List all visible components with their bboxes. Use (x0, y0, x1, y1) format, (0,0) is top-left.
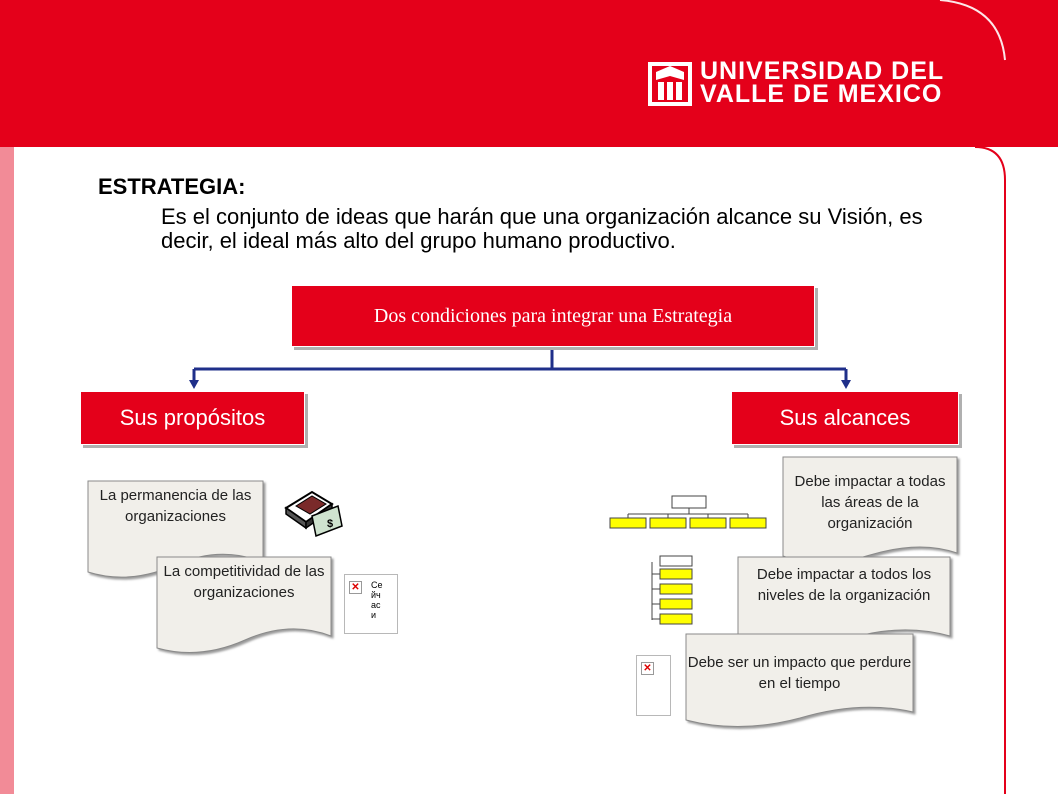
slide-heading: ESTRATEGIA: (98, 174, 246, 199)
doc-all-levels: Debe impactar a todos los niveles de la organización (756, 566, 932, 604)
broken-image-placeholder-2 (636, 655, 671, 716)
broken-image-placeholder (344, 574, 398, 634)
books-money-clipart-icon (282, 486, 344, 538)
doc-all-areas: Debe impactar a todas las áreas de la organización (794, 473, 946, 532)
scopes-box: Sus alcances (731, 391, 959, 445)
doc-competitiveness: La competitividad de las organizaciones (163, 563, 325, 601)
strategy-definition: Es el conjunto de ideas que harán que una organización alcance su Visión, es decir, el ideal más alto del grupo humano productivo. (161, 204, 923, 253)
broken-image-text: Се йч ас и (371, 580, 383, 620)
doc-permanence: La permanencia de las organizaciones (99, 487, 252, 525)
main-condition-box: Dos condiciones para integrar una Estrategia (291, 285, 815, 347)
logo-line-2: VALLE DE MEXICO (700, 80, 943, 108)
purposes-box: Sus propósitos (80, 391, 305, 445)
broken-image-icon: ✕ (641, 662, 654, 675)
logo-line-1: UNIVERSIDAD DEL (700, 57, 945, 85)
broken-image-icon: ✕ (349, 581, 362, 594)
svg-text:$: $ (327, 518, 334, 530)
org-chart-clipart-icon (604, 494, 774, 629)
doc-lasting-impact: Debe ser un impacto que perdure en el tiempo (687, 654, 912, 692)
